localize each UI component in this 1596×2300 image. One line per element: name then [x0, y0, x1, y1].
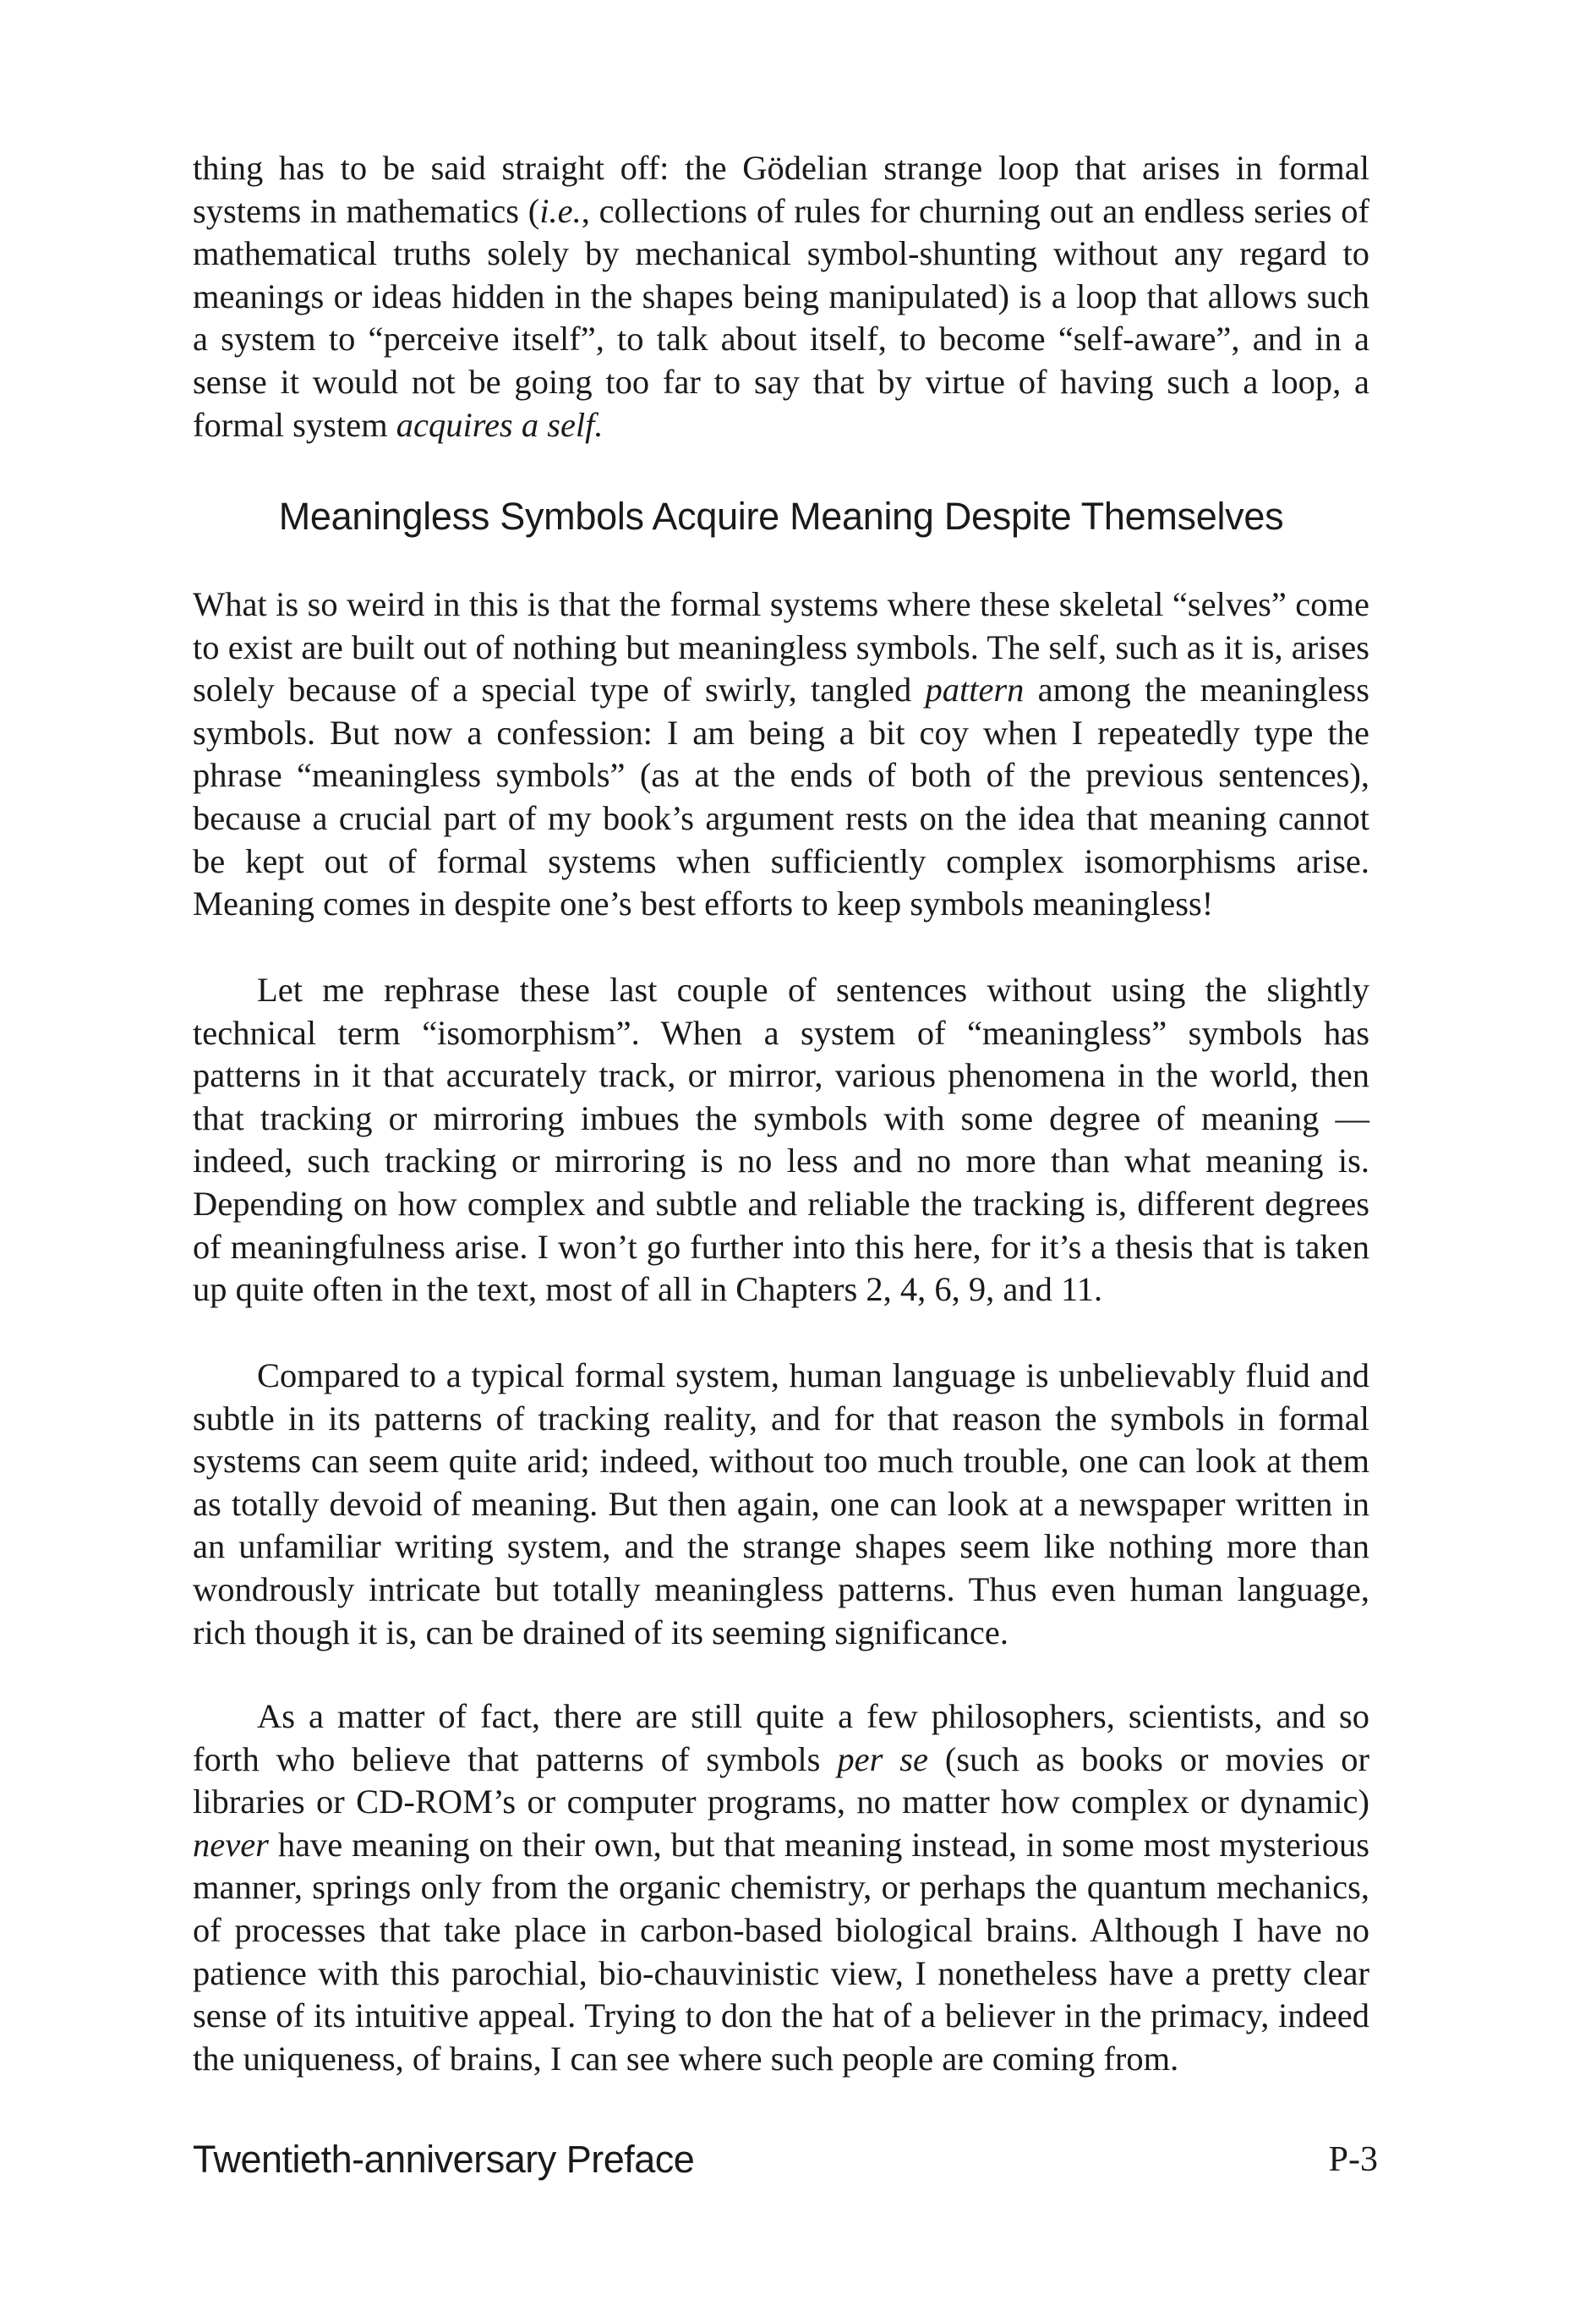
body-paragraph-3 [193, 1355, 1369, 1654]
running-footer-title: Twentieth-anniversary Preface [193, 2138, 695, 2181]
text-run: among the meaningless symbols. But now a confession: I am being a bit coy when I repeatedly type the phrase “meaningless symbols” (as at the ends of both of the previous sentences), because a crucial part of my book’s argument rests on the idea that meaning cannot be kept out of formal systems when sufficiently complex isomorphisms arise. Meaning comes in despite one’s best efforts to keep symbols meaningless! [193, 671, 1369, 923]
italic-run: i.e. [539, 191, 582, 230]
italic-run: never [193, 1825, 269, 1864]
text-run: Let me rephrase these last couple of sentences without using the slightly technical term “isomorphism”. When a system of “meaningless” symbols has patterns in it that accurately track, or mirror, various phenomena in the world, then that tracking or mirroring imbues the symbols with some degree of meaning — indeed, such tracking or mirroring is no less and no more than what meaning is. Depending on how complex and subtle and reliable the tracking is, different degrees of meaningfulness arise. I won’t go further into this here, for it’s a thesis that is taken up quite often in the text, most of all in Chapters 2, 4, 6, 9, and 11. [193, 971, 1369, 1309]
italic-run: pattern [925, 671, 1025, 709]
body-paragraph-2 [193, 969, 1369, 1312]
text-run: What is so weird in this is that the formal systems where these skeletal “selves” come to exist are built out of nothing but meaningless symbols. The self, such as it is, arises solely because of a special type of swirly, tangled [193, 585, 1369, 709]
text-run: As a matter of fact, there are still quite a few philosophers, scientists, and so forth who believe that patterns of symbols [193, 1697, 1369, 1778]
italic-run: per se [837, 1739, 928, 1778]
page-number: P-3 [1328, 2140, 1378, 2179]
italic-run: acquires a self. [396, 405, 604, 444]
text-run: Compared to a typical formal system, human language is unbelievably fluid and subtle in its patterns of tracking reality, and for that reason the symbols in formal systems can seem quite arid; indeed, without too much trouble, one can look at them as totally devoid of meaning. But then again, one can look at a newspaper written in an unfamiliar writing system, and the strange shapes seem like nothing more than wondrously intricate but totally meaningless patterns. Thus even human language, rich though it is, can be drained of its seeming significance. [193, 1356, 1369, 1651]
body-paragraph-4 [193, 1695, 1369, 2080]
text-run: (such as books or movies or libraries or CD-ROM’s or computer programs, no matter how complex or dynamic) [193, 1739, 1369, 1821]
section-heading: Meaningless Symbols Acquire Meaning Despite Themselves [278, 495, 1284, 538]
text-run: , collections of rules for churning out an endless series of mathematical truths solely by mechanical symbol-shunting without any regard to meanings or ideas hidden in the shapes being manipulated) is a loop that allows such a system to “perceive itself”, to talk about itself, to become “self-aware”, and in a sense it would not be going too far to say that by virtue of having such a loop, a formal system [193, 191, 1369, 444]
intro-paragraph [193, 147, 1369, 446]
text-run: have meaning on their own, but that meaning instead, in some most mysterious manner, springs only from the organic chemistry, or perhaps the quantum mechanics, of processes that take place in carbon-based biological brains. Although I have no patience with this parochial, bio-chauvinistic view, I nonetheless have a pretty clear sense of its intuitive appeal. Trying to don the hat of a believer in the primacy, indeed the uniqueness, of brains, I can see where such people are coming from. [193, 1825, 1369, 2078]
body-paragraph-1 [193, 583, 1369, 926]
text-run: thing has to be said straight off: the Gödelian strange loop that arises in formal systems in mathematics ( [193, 149, 1369, 230]
